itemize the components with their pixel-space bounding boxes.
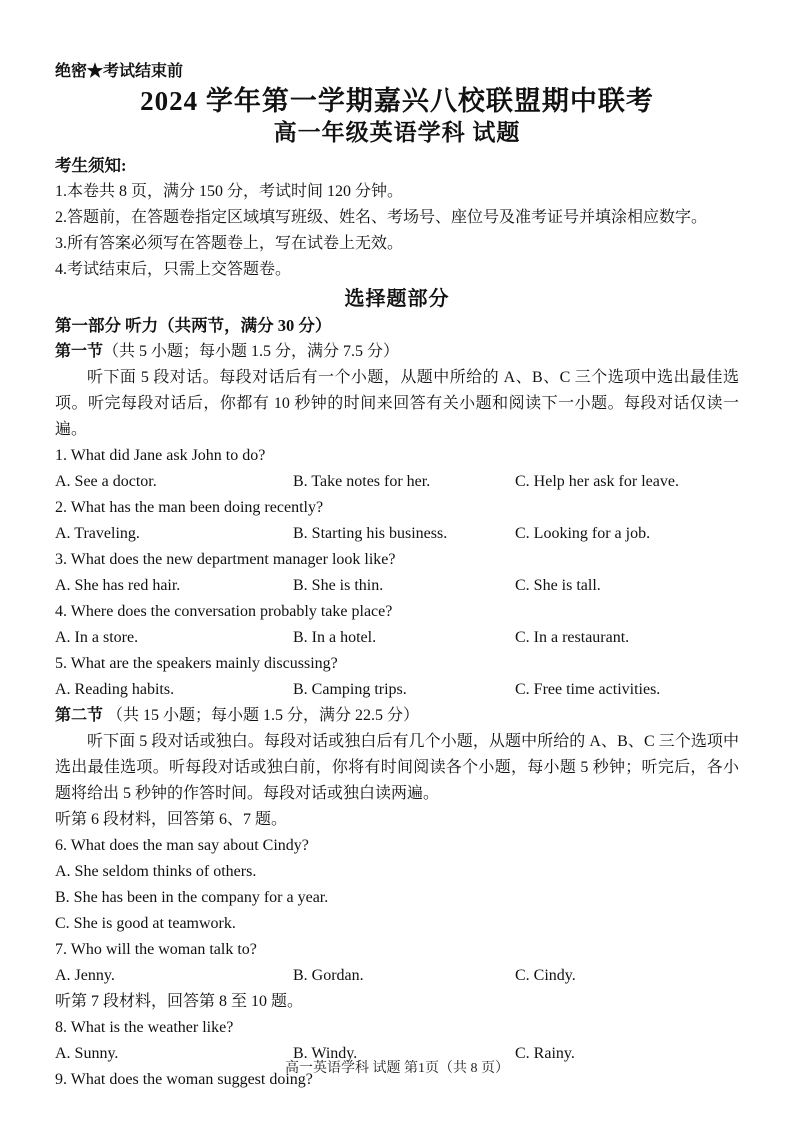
candidate-notice bbox=[55, 153, 739, 283]
option-c: C. Free time activities. bbox=[515, 681, 661, 698]
option-a: A. In a store. bbox=[55, 629, 139, 646]
option-c: C. Help her ask for leave. bbox=[515, 473, 679, 490]
option-b: B. Take notes for her. bbox=[293, 473, 431, 490]
question-3 bbox=[55, 547, 739, 599]
question-6 bbox=[55, 833, 739, 937]
option-b: B. Camping trips. bbox=[293, 681, 407, 698]
security-label: 绝密★考试结束前 bbox=[55, 63, 184, 80]
notice-item-3: 3.所有答案必须写在答题卷上，写在试卷上无效。 bbox=[55, 235, 404, 252]
option-a: A. She seldom thinks of others. bbox=[55, 863, 257, 880]
options-row bbox=[55, 521, 739, 547]
option-b: B. Windy. bbox=[293, 1045, 358, 1062]
part1-heading: 第一部分 听力（共两节，满分 30 分） bbox=[55, 316, 332, 335]
section2-instructions: 听下面 5 段对话或独白。每段对话或独白后有几个小题，从题中所给的 A、B、C 三个选项中选出最佳选项。听每段对话或独白前，你将有时间阅读各个小题，每小题 5 秒钟；听完后，各小题将给出 5 秒钟的作答时间。每段对话或独白读两遍。 bbox=[55, 733, 739, 802]
options-row bbox=[55, 677, 739, 703]
question-4 bbox=[55, 599, 739, 651]
option-c: C. She is tall. bbox=[515, 577, 601, 594]
page-footer: 高一英语学科 试题 第1页（共 8 页） bbox=[285, 1061, 509, 1076]
option-a: A. Traveling. bbox=[55, 525, 140, 542]
notice-heading: 考生须知: bbox=[55, 156, 127, 175]
option-b: B. She is thin. bbox=[293, 577, 384, 594]
section2-meta: （共 15 小题；每小题 1.5 分，满分 22.5 分） bbox=[103, 707, 420, 724]
question-text: 2. What has the man been doing recently? bbox=[55, 499, 324, 516]
question-text: 7. Who will the woman talk to? bbox=[55, 941, 257, 958]
option-a: A. Jenny. bbox=[55, 967, 115, 984]
option-c: C. Cindy. bbox=[515, 967, 576, 984]
option-a: A. Reading habits. bbox=[55, 681, 175, 698]
question-text: 1. What did Jane ask John to do? bbox=[55, 447, 266, 464]
question-text: 3. What does the new department manager look like? bbox=[55, 551, 396, 568]
question-text: 6. What does the man say about Cindy? bbox=[55, 837, 309, 854]
question-text: 4. Where does the conversation probably take place? bbox=[55, 603, 393, 620]
material-6-note: 听第 6 段材料，回答第 6、7 题。 bbox=[55, 811, 288, 828]
question-2 bbox=[55, 495, 739, 547]
question-text: 8. What is the weather like? bbox=[55, 1019, 234, 1036]
notice-item-2: 2.答题前，在答题卷指定区域填写班级、姓名、考场号、座位号及准考证号并填涂相应数字。 bbox=[55, 209, 708, 226]
exam-title: 2024 学年第一学期嘉兴八校联盟期中联考 bbox=[140, 86, 654, 116]
section2-heading bbox=[55, 703, 739, 729]
question-7 bbox=[55, 937, 739, 989]
option-c: C. In a restaurant. bbox=[515, 629, 630, 646]
section1-meta: （共 5 小题；每小题 1.5 分，满分 7.5 分） bbox=[103, 343, 400, 360]
option-a: A. See a doctor. bbox=[55, 473, 157, 490]
section1-label: 第一节 bbox=[55, 343, 104, 360]
options-row bbox=[55, 469, 739, 495]
option-c: C. Looking for a job. bbox=[515, 525, 651, 542]
option-b: B. She has been in the company for a year. bbox=[55, 889, 329, 906]
question-text: 9. What does the woman suggest doing? bbox=[55, 1071, 313, 1088]
option-c: C. She is good at teamwork. bbox=[55, 915, 236, 932]
notice-item-4: 4.考试结束后，只需上交答题卷。 bbox=[55, 261, 292, 278]
options-row bbox=[55, 963, 739, 989]
exam-subtitle: 高一年级英语学科 试题 bbox=[273, 120, 521, 145]
option-b: B. Gordan. bbox=[293, 967, 364, 984]
option-b: B. Starting his business. bbox=[293, 525, 448, 542]
choice-section-title: 选择题部分 bbox=[344, 288, 450, 310]
section1-instructions: 听下面 5 段对话。每段对话后有一个小题，从题中所给的 A、B、C 三个选项中选出最佳选项。听完每段对话后，你都有 10 秒钟的时间来回答有关小题和阅读下一小题。每段对话仅读一遍。 bbox=[55, 369, 739, 438]
options-row bbox=[55, 625, 739, 651]
material-7-note: 听第 7 段材料，回答第 8 至 10 题。 bbox=[55, 993, 304, 1010]
question-text: 5. What are the speakers mainly discussing? bbox=[55, 655, 338, 672]
option-c: C. Rainy. bbox=[515, 1045, 575, 1062]
option-a: A. She has red hair. bbox=[55, 577, 181, 594]
notice-item-1: 1.本卷共 8 页，满分 150 分，考试时间 120 分钟。 bbox=[55, 183, 404, 200]
options-row bbox=[55, 573, 739, 599]
section1-heading bbox=[55, 339, 739, 365]
question-5 bbox=[55, 651, 739, 703]
option-a: A. Sunny. bbox=[55, 1045, 119, 1062]
option-b: B. In a hotel. bbox=[293, 629, 377, 646]
question-1 bbox=[55, 443, 739, 495]
section2-label: 第二节 bbox=[55, 707, 104, 724]
